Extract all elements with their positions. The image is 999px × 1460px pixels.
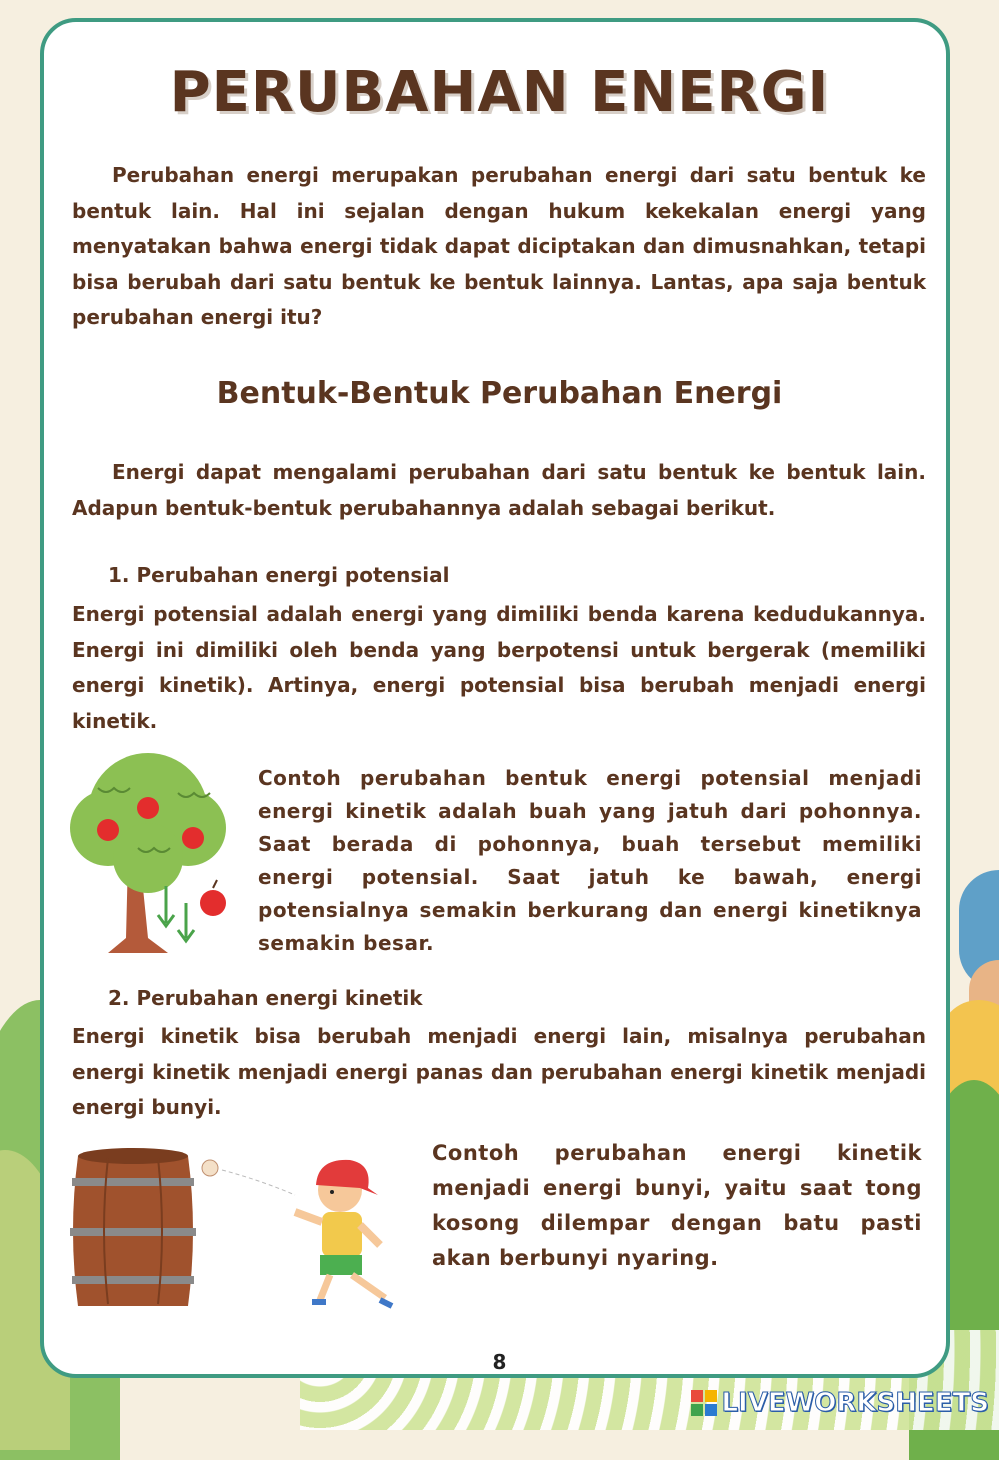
liveworksheets-logo-icon <box>691 1390 717 1416</box>
section2-heading: 2. Perubahan energi kinetik <box>108 986 423 1010</box>
lead-paragraph: Energi dapat mengalami perubahan dari satu bentuk ke bentuk lain. Adapun bentuk-bentuk perubahannya adalah sebagai berikut. <box>72 460 926 520</box>
intro-paragraph: Perubahan energi merupakan perubahan energi dari satu bentuk ke bentuk lain. Hal ini sejalan dengan hukum kekekalan energi yang menyatakan bahwa energi tidak dapat diciptakan dan dimusnahkan, tetapi bisa berubah dari satu bentuk ke bentuk lainnya. Lantas, apa saja bentuk perubahan energi itu? <box>72 163 926 329</box>
section2-example: Contoh perubahan energi kinetik menjadi energi bunyi, yaitu saat tong kosong dilempar dengan batu pasti akan berbunyi nyaring. <box>432 1141 922 1270</box>
liveworksheets-logo-text: LIVEWORKSHEETS <box>721 1388 989 1418</box>
section2-body: Energi kinetik bisa berubah menjadi energi lain, misalnya perubahan energi kinetik menjadi energi panas dan perubahan energi kinetik menjadi energi bunyi. <box>72 1024 926 1119</box>
section1-body: Energi potensial adalah energi yang dimiliki benda karena kedudukannya. Energi ini dimiliki oleh benda yang berpotensi untuk bergerak (memiliki energi kinetik). Artinya, energi potensial bisa berubah menjadi energi kinetik. <box>72 602 926 733</box>
apple-tree-illustration <box>68 738 238 960</box>
page-number: 8 <box>492 1350 507 1374</box>
page-title: PERUBAHAN ENERGI <box>169 60 830 125</box>
section-subtitle: Bentuk-Bentuk Perubahan Energi <box>216 376 783 411</box>
boy-throwing-illustration <box>200 1150 410 1315</box>
section1-example: Contoh perubahan bentuk energi potensial menjadi energi kinetik adalah buah yang jatuh dari pohonnya. Saat berada di pohonnya, buah tersebut memiliki energi potensial. Saat jatuh ke bawah, energi potensialnya semakin berkurang dan energi kinetiknya semakin besar. <box>258 766 922 955</box>
barrel-illustration <box>68 1146 198 1316</box>
section1-heading: 1. Perubahan energi potensial <box>108 563 450 587</box>
liveworksheets-logo[interactable] <box>691 1388 989 1418</box>
